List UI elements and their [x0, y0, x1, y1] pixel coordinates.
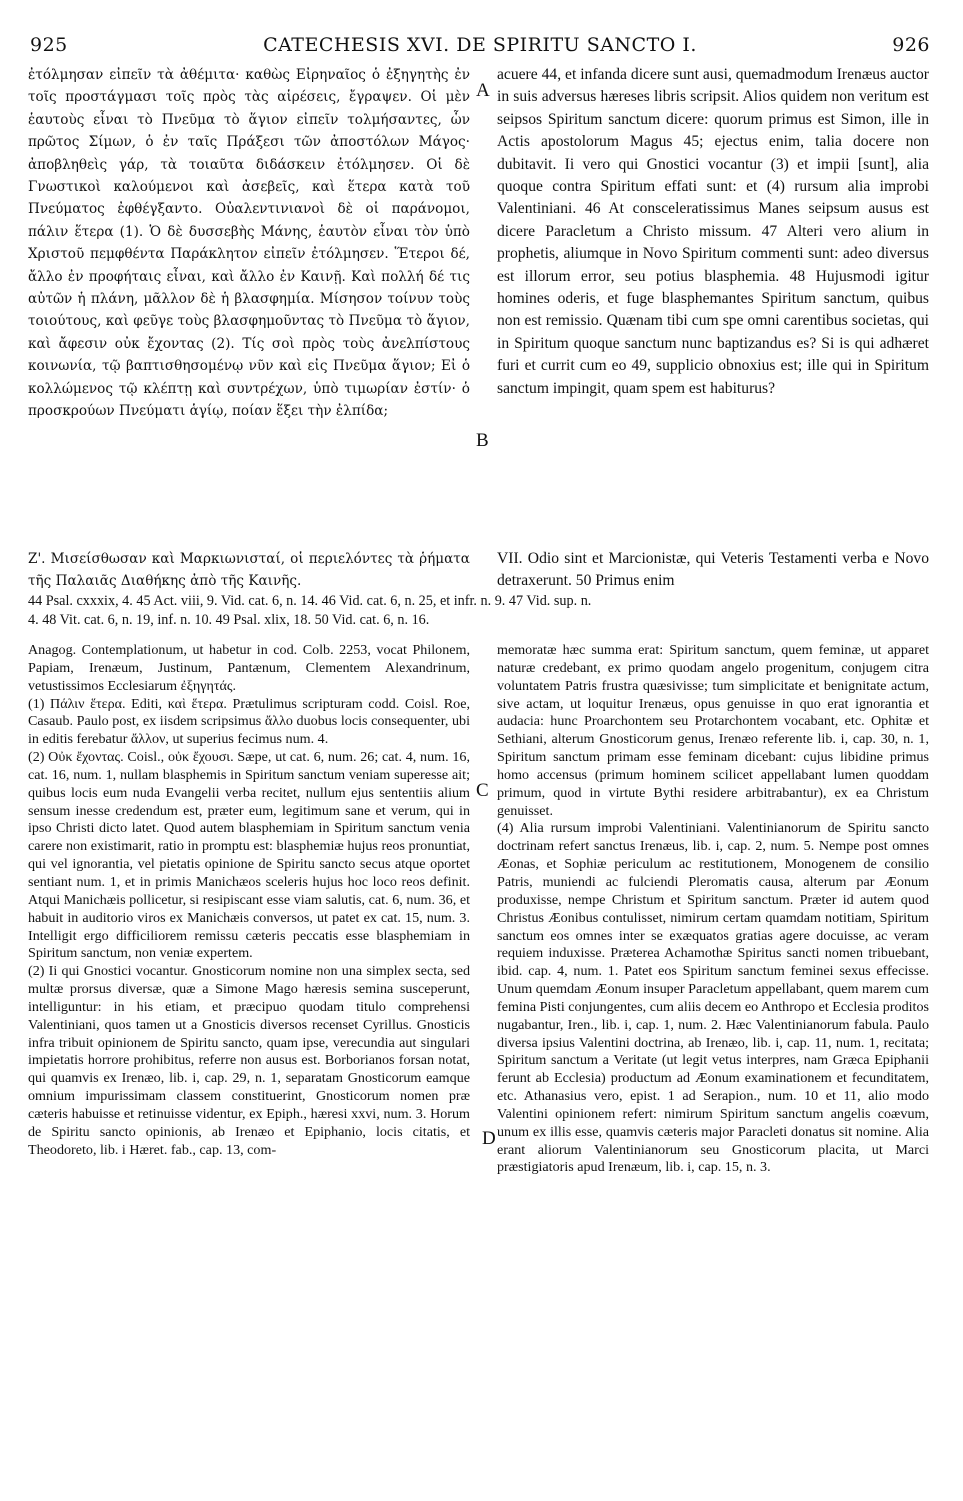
margin-letter-d: D: [482, 1128, 496, 1149]
margin-letter-c: C: [476, 780, 489, 801]
reference-line-2: 4. 48 Vit. cat. 6, n. 19, inf. n. 10. 49 Psal. xlix, 18. 50 Vid. cat. 6, n. 16.: [28, 612, 430, 628]
page-number-left: 925: [30, 34, 68, 56]
greek-section-paragraph: Ζ'. Μισείσθωσαν καὶ Μαρκιωνισταί, οἱ περιελόντες τὰ ῥήματα τῆς Παλαιᾶς Διαθήκης ἀπὸ τῆς Καινῆς.: [28, 551, 470, 590]
greek-section-vii: [28, 548, 470, 593]
notes-left-column: [28, 642, 470, 1159]
scripture-references: [28, 592, 930, 630]
margin-letter-b: B: [476, 430, 489, 451]
note-paragraph: (4) Alia rursum improbi Valentiniani. Valentinianorum de Spiritu sancto doctrinam refert sanctus Irenæus, lib. i, cap. 2, num. 5. Nempe post omnes Æonas, et Sophiæ periculum ac restitutionem, Monogenem de consilio Patris, muniendi ac fulciendi Pleromatis causa, alterum par Æonum produxisse, nempe Christum et Spiritum sanctum. Præter id autem quod Christus Æonibus contulisset, nimirum certam quamdam notitiam, Spiritum sanctum eos omnes inter se exæquatos gratias agere docuisse, ac veram requiem induxisse. Præterea Achamothæ Spiritus sancti nomen tribuebant, ibid. cap. 4, num. 1. Patet eos Spiritum sanctum feminei sexus effecisse. Unum quemdam Æonum insuper Paracletum appellabant, quem marem cum femina Pisti conjungentes, cum aliis decem eo Anthropo et Ecclesia proditos nugabantur, Iren., lib. i, cap. 1, num. 2. Hæc Valentinianorum fabula. Paulo diversa ipsius Valentini doctrina, ab Irenæo, lib. i, cap. 11, num. 1, recitata; Spiritum sanctum a Veritate (ut legit vetus interpres, nam Græca Epiphanii ferunt ab Ecclesia) productum ad Æonum examinationem et fecunditatem, etc. Athanasius vero, epist. 1 ad Serapion., num. 10 et 11, alio modo Valentini opinionem refert: nimirum Spiritum sanctum angelis coævum, unum ex illis esse, quamvis cæteris major Paracleti donatus sit nomine. Alia erant aliorum Valentinianorum seu Gnosticorum placita, ut Marci præstigiatoris apud Irenæum, lib. i, cap. 15, n. 3.: [497, 820, 929, 1176]
page-header: [30, 34, 930, 60]
greek-paragraph: ἐτόλμησαν εἰπεῖν τὰ ἀθέμιτα· καθὼς Εἰρηναῖος ὁ ἐξηγητὴς ἐν τοῖς προστάγμασι τοῖς πρὸς τὰς αἱρέσεις, ἔγραψεν. Οἱ μὲν ἑαυτοὺς εἶναι τὸ Πνεῦμα τὸ ἅγιον εἰπεῖν τολμήσαντες, ὧν πρῶτος Σίμων, ὁ ἐν ταῖς Πράξεσι τῶν ἀποστόλων Μάγος· ἀποβληθεὶς γάρ, τὰ τοιαῦτα διδάσκειν ἐτόλμησεν. Οἱ δὲ Γνωστικοὶ καλούμενοι καὶ ἀσεβεῖς, καὶ ἕτερα κατὰ τοῦ Πνεύματος ἐφθέγξαντο. Οὐαλεντινιανοὶ δὲ οἱ παράνομοι, πάλιν ἕτερα (1). Ὁ δὲ δυσσεβὴς Μάνης, ἑαυτὸν εἶναι τὸν ὑπὸ Χριστοῦ πεμφθέντα Παράκλητον εἰπεῖν ἐτόλμησεν. Ἕτεροι δέ, ἄλλο ἐν προφήταις εἶναι, καὶ ἄλλο ἐν Καινῇ. Καὶ πολλή δέ τις αὐτῶν ἡ πλάνη, μᾶλλον δὲ ἡ βλασφημία. Μίσησον τοίνυν τοὺς τοιούτους, καὶ φεῦγε τοὺς βλασφημοῦντας τὸ Πνεῦμα τὸ ἅγιον, καὶ ἄφεσιν οὐκ ἔχοντας (2). Τίς σοὶ πρὸς τοὺς ἀνελπίστους κοινωνία, τῷ βαπτισθησομένῳ νῦν καὶ εἰς Πνεῦμα ἅγιον; Εἰ ὁ κολλώμενος τῷ κλέπτῃ καὶ συντρέχων, ὑπὸ τιμωρίαν ἐστίν· ὁ προσκρούων Πνεύματι ἁγίῳ, ποίαν ἕξει τὴν ἐλπίδα;: [28, 67, 470, 420]
note-paragraph: (2) Οὐκ ἔχοντας. Coisl., οὐκ ἔχουσι. Sæpe, ut cat. 6, num. 26; cat. 4, num. 16, cat. 16, num. 1, nullam blasphemis in Spiritum sanctum veniam superesse ait; quibus locis eum nuda Evangelii verba recitet, nullum ejus sententiis alium sensum inesse credendum est, præter eum, legitimum sane et verum, qui in ipso Christi dicto latet. Quod autem blasphemiam in Spiritum sanctum venia carere non existimarit, ratio in promptu est: blasphemiæ hujus reos pronuntiat, qui vel ignorantia, vel pietatis opinione de Spiritu sancto secus atque oportet sentiant num. 1, et in primis Manichæos sceleris hujus hoc loco reos definit. Atqui Manichæis pollicetur, si resipiscant esse viam salutis, cat. 6, num. 36, et habuit in auditorio viros ex Manichæis conversos, ut patet ex cat. 15, num. 3. Intelligit ergo difficiliorem remissu cæteris peccatis esse blasphemiam in Spiritum sanctum, non veniæ expertem.: [28, 749, 470, 962]
latin-section-vii: [497, 548, 929, 593]
notes-right-column: [497, 642, 929, 1177]
greek-main-text: [28, 64, 470, 423]
note-paragraph: memoratæ hæc summa erat: Spiritum sanctum, quem feminæ, ut apparet naturæ credebant, ex primo quodam angelo progenitum, conjugem citra voluntatem Patris frustra quæsivisse; tum simplicitate et benignitate actum, sive actam, ut loquitur Irenæus, opus genuisse in quo erat ignorantia et audacia: hunc Proarchontem seu Protarchontem vocabant, etc. Ophitæ et Sethiani, alterum Gnosticorum genus, Irenæo referente lib. i, cap. 30, n. 1, Spiritum sanctum primam esse feminam dicebant: cujus libidine primus homo accensus (primum hominem scilicet appellabant lumen quoddam primum, quod in virtute Bythi residere arbitrabantur), ex ea Christum genuisset.: [497, 642, 929, 819]
running-title: CATECHESIS XVI. DE SPIRITU SANCTO I.: [263, 34, 697, 56]
note-paragraph: (2) Ii qui Gnostici vocantur. Gnosticorum nomine non una simplex secta, sed multæ prorsus diversæ, quæ a Simone Mago hæresis semina susceperunt, intelliguntur: in his etiam, et præcipuo quodam titulo comprehensi Valentiniani, quos tamen ut a Gnosticis diversos recenset Cyrillus. Gnosticis infra tribuit opinionem de Spiritu sancto, quam ipse, verecundia aut singulari impietatis horrore prohibitus, referre non ausus est. Borborianos forsan notat, qui quamvis ex Irenæo, lib. i, cap. 29, n. 1, separatam Gnosticorum eamque omnium impurissimam classem constituerint, Gnosticorum nomen præ cæteris habuisse et retinuisse videntur, ex Epiph., hæresi xxvi, num. 3. Horum de Spiritu sancto opinionis, ab Irenæo et Epiphanio, locis citatis, et Theodoreto, lib. i Hæret. fab., cap. 13, com-: [28, 963, 470, 1158]
latin-paragraph: acuere 44, et infanda dicere sunt ausi, quemadmodum Irenæus auctor in suis adversus hæreses libris scripsit. Alios quidem non veritum est seipsos Spiritum sanctum dicere: quorum primus est Simon, ille in Actis apostolorum Magus 45; ejectus enim, talia docere non dubitavit. Ii vero qui Gnostici vocantur (3) et impii [sunt], alia quoque contra Spiritum effati sunt: et (4) rursum alia improbi Valentiniani. 46 At consceleratissimus Manes seipsum ausus est dicere Paracletum a Christo missum. 47 Alteri vero alium in prophetis, aliumque in Novo Spiritum commenti sunt: adeo diversus est illorum error, seu potius blasphemia. 48 Hujusmodi igitur homines oderis, et fuge blasphemantes Spiritum sanctum, quibus non est remissio. Quænam tibi cum spe omni carentibus societas, qui in Spiritum quoque sanctum nunc baptizandus es? Si is qui adhæret furi et currit cum eo 49, supplicio obnoxius est; ille qui in Spiritum sanctum impingit, quam spem est habiturus?: [497, 66, 929, 397]
note-paragraph: (1) Πάλιν ἕτερα. Editi, καὶ ἕτερα. Prætulimus scripturam codd. Coisl. Roe, Casaub. Paulo post, ex iisdem scripsimus ἄλλο duobus locis consequenter, ubi in editis ferebatur ἄλλον, ut superius fecimus num. 4.: [28, 695, 470, 748]
latin-section-paragraph: VII. Odio sint et Marcionistæ, qui Veteris Testamenti verba e Novo detraxerunt. 50 Primus enim: [497, 550, 929, 590]
margin-letter-a: A: [476, 80, 490, 101]
latin-main-text: [497, 64, 929, 400]
note-paragraph: Anagog. Contemplationum, ut habetur in cod. Colb. 2253, vocat Philonem, Papiam, Irenæum, Justinum, Pantænum, Clementem Alexandrinum, vetustissimos Ecclesiarum ἐξηγητάς.: [28, 642, 470, 694]
page-number-right: 926: [892, 34, 930, 56]
reference-line-1: 44 Psal. cxxxix, 4. 45 Act. viii, 9. Vid. cat. 6, n. 14. 46 Vid. cat. 6, n. 25, et infr. n. 9. 47 Vid. sup. n.: [28, 593, 592, 609]
